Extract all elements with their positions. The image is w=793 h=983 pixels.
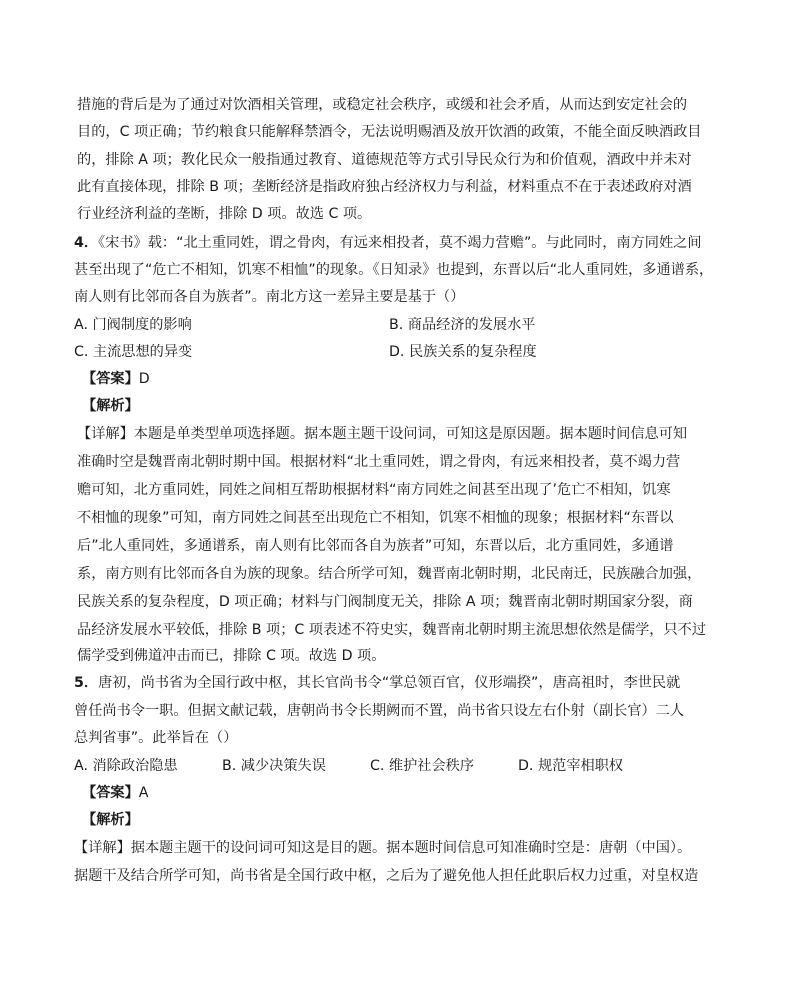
answer-line: [82, 369, 150, 389]
paragraph-line: 目的，C 项正确；节约粮食只能解释禁酒令，无法说明赐酒及放开饮酒的政策，不能全面反映酒政目: [77, 124, 702, 140]
question-stem-text: 《宋书》载：“北土重同姓，谓之骨肉，有远来相投者，莫不竭力营赡”。与此同时，南方同姓之间: [98, 235, 702, 251]
option-b: B. 减少决策失误: [222, 758, 326, 774]
question-number: 5．: [74, 675, 99, 691]
option-d: D. 民族关系的复杂程度: [389, 344, 537, 360]
option-b: B. 商品经济的发展水平: [389, 317, 536, 333]
detail-line: 儒学受到佛道冲击而已，排除 C 项。故选 D 项。: [77, 648, 386, 664]
question-5-stem-line: [74, 673, 680, 693]
detail-line: 【详解】据本题主题干的设问词可知这是目的题。据本题时间信息可知准确时空是：唐朝（中国）。: [74, 840, 692, 856]
question-4-stem-line: 南人则有比邻而各自为族者”。南北方这一差异主要是基于（）: [74, 289, 465, 305]
detail-line: 【详解】本题是单类型单项选择题。据本题主题干设问词，可知这是原因题。据本题时间信息可知: [77, 426, 688, 442]
question-4-stem-line: [74, 233, 702, 253]
answer-line: [82, 783, 148, 803]
option-c: C. 维护社会秩序: [370, 758, 475, 774]
option-a: A. 消除政治隐患: [74, 758, 178, 774]
answer-value: A: [138, 785, 149, 801]
detail-line: 赡可知，北方重同姓，同姓之间相互帮助根据材料“南方同姓之间甚至出现了’危亡不相知，饥寒: [77, 482, 671, 498]
question-5-stem-line: 总判省事”。此举旨在（）: [74, 730, 238, 746]
answer-label: 【答案】: [82, 371, 139, 387]
detail-line: 后”北人重同姓，多通谱系，南人则有比邻而各自为族者”可知，东晋以后，北方重同姓，多通谱: [77, 538, 674, 554]
analysis-label: 【解析】: [82, 812, 139, 828]
option-c: C. 主流思想的异变: [74, 344, 193, 360]
detail-line: 不相恤的现象”可知，南方同姓之间甚至出现危亡不相知，饥寒不相恤的现象；根据材料“东晋以: [77, 510, 674, 526]
detail-line: 准确时空是魏晋南北朝时期中国。根据材料“北土重同姓，谓之骨肉，有远来相投者，莫不竭力营: [77, 454, 681, 470]
question-4-stem-line: 甚至出现了“危亡不相知，饥寒不相恤”的现象。《日知录》也提到，东晋以后“北人重同姓，多通谱系，: [74, 262, 714, 278]
paragraph-line: 行业经济利益的垄断，排除 D 项。故选 C 项。: [77, 206, 372, 222]
question-number: 4．: [74, 235, 99, 251]
analysis-label: 【解析】: [82, 398, 139, 414]
detail-line: 民族关系的复杂程度，D 项正确；材料与门阀制度无关，排除 A 项；魏晋南北朝时期国家分裂，商: [77, 594, 693, 610]
option-a: A. 门阀制度的影响: [74, 317, 192, 333]
answer-label: 【答案】: [82, 785, 139, 801]
detail-line: 据题干及结合所学可知，尚书省是全国行政中枢，之后为了避免他人担任此职后权力过重，对皇权造: [74, 868, 699, 884]
paragraph-line: 此有直接体现，排除 B 项；垄断经济是指政府独占经济权力与利益，材料重点不在于表述政府对酒: [77, 179, 692, 195]
detail-line: 品经济发展水平较低，排除 B 项；C 项表述不符史实，魏晋南北朝时期主流思想依然是儒学，只不过: [77, 622, 707, 638]
paragraph-line: 措施的背后是为了通过对饮酒相关管理，或稳定社会秩序，或缓和社会矛盾，从而达到安定社会的: [77, 97, 688, 113]
answer-value: D: [138, 371, 150, 387]
paragraph-line: 的，排除 A 项；教化民众一般指通过教育、道德规范等方式引导民众行为和价值观，酒政中并未对: [77, 152, 692, 168]
detail-line: 系，南方则有比邻而各自为族的现象。结合所学可知，魏晋南北朝时期，北民南迁，民族融合加强，: [77, 566, 702, 582]
question-stem-text: 唐初，尚书省为全国行政中枢，其长官尚书令“掌总领百官，仪形端揆”，唐高祖时，李世民就: [98, 675, 681, 691]
option-d: D. 规范宰相职权: [518, 758, 624, 774]
question-5-stem-line: 曾任尚书令一职。但据文献记载，唐朝尚书令长期阙而不置，尚书省只设左右仆射（副长官）二人: [74, 703, 685, 719]
